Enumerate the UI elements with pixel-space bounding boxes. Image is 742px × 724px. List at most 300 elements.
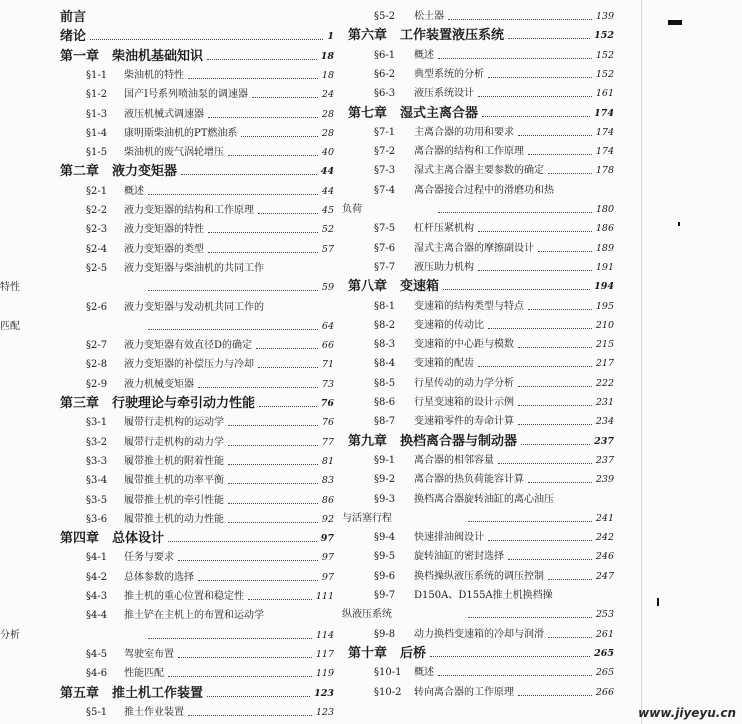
toc-page-number: 18 <box>320 50 334 62</box>
toc-section-number: §7-5 <box>374 223 396 235</box>
toc-dot-leader <box>518 374 592 387</box>
toc-section-number: §4-3 <box>86 591 108 602</box>
toc-section-title: 液力变矩器的特性 <box>124 224 204 236</box>
toc-dot-leader <box>548 161 592 174</box>
toc-chapter-title: 第三章 行驶理论与牵引动力性能 <box>60 396 256 411</box>
toc-dot-leader <box>488 65 592 78</box>
toc-section-number: §1-1 <box>86 69 108 81</box>
toc-dot-leader <box>208 105 318 118</box>
toc-section-row <box>0 606 340 626</box>
toc-section-title: 概述 <box>414 49 434 61</box>
toc-section-row <box>0 220 340 240</box>
toc-section-title: 负荷 <box>342 204 362 215</box>
toc-section-row <box>0 491 340 511</box>
toc-page-number: 222 <box>595 377 614 389</box>
toc-section-title: 旋转油缸的密封选择 <box>414 551 504 563</box>
toc-section-row <box>0 336 340 356</box>
toc-section-row <box>342 374 620 394</box>
toc-page-number: 73 <box>321 378 334 390</box>
toc-section-row <box>0 664 340 684</box>
toc-section-number: §8-5 <box>374 377 396 389</box>
toc-page-number: 215 <box>595 339 614 351</box>
toc-page-number: 64 <box>321 320 334 332</box>
toc-dot-leader <box>468 509 592 522</box>
toc-chapter-row <box>342 644 620 664</box>
toc-page-number: 253 <box>595 609 614 621</box>
toc-page-number: 247 <box>595 570 614 582</box>
toc-page-number: 265 <box>594 647 614 659</box>
toc-page-number: 76 <box>321 417 334 429</box>
toc-section-title: 行星变速箱的设计示例 <box>414 397 514 408</box>
toc-section-row <box>342 84 620 104</box>
toc-dot-leader <box>241 124 318 137</box>
toc-section-number: §7-2 <box>374 146 396 158</box>
toc-page-number: 246 <box>595 551 614 563</box>
toc-section-row <box>0 548 340 568</box>
toc-section-row <box>342 181 620 201</box>
toc-section-title: 推土作业装置 <box>124 706 184 718</box>
toc-page-number: 178 <box>595 165 614 177</box>
toc-section-title: 匹配 <box>0 320 20 332</box>
toc-dot-leader <box>207 47 317 60</box>
toc-page-number: 44 <box>320 166 334 178</box>
toc-section-number: §9-1 <box>374 454 396 466</box>
toc-section-title: 国产Ⅰ号系列喷油泵的调速器 <box>124 89 248 101</box>
toc-chapter-title: 前言 <box>60 10 87 25</box>
toc-section-title: 离合器的相邻容量 <box>414 454 494 466</box>
toc-page-number: 97 <box>321 571 334 583</box>
toc-page-number: 119 <box>315 668 334 680</box>
toc-page-number: 194 <box>594 281 614 293</box>
toc-dot-leader <box>258 201 318 214</box>
toc-chapter-title: 第十章 后桥 <box>348 645 427 661</box>
toc-dot-leader <box>478 258 592 271</box>
toc-section-title: 履带推土机的附着性能 <box>124 455 224 467</box>
toc-section-row <box>342 412 620 432</box>
toc-page-number: 44 <box>321 185 334 197</box>
toc-section-title: 变速箱的中心距与模数 <box>414 339 514 351</box>
toc-dot-leader <box>148 182 318 195</box>
toc-dot-leader <box>198 568 318 581</box>
toc-dot-leader <box>443 277 590 290</box>
toc-section-number: §3-6 <box>86 513 108 525</box>
toc-section-title: 康明斯柴油机的PT燃油系 <box>124 127 238 139</box>
toc-section-number: §1-5 <box>86 147 108 159</box>
toc-section-number: §2-9 <box>86 378 108 390</box>
toc-section-number: §7-6 <box>374 242 396 254</box>
toc-page-number: 18 <box>321 69 334 81</box>
toc-chapter-row <box>0 162 340 182</box>
toc-section-title: 变速箱的结构类型与特点 <box>414 300 524 312</box>
toc-section-title: 换档操纵液压系统的调压控制 <box>414 570 544 582</box>
toc-dot-leader <box>518 335 592 348</box>
toc-section-row <box>342 258 620 278</box>
toc-section-title: 液力变矩器与柴油机的共同工作 <box>124 262 264 274</box>
toc-dot-leader <box>528 142 592 155</box>
toc-section-row <box>342 7 620 27</box>
toc-dot-leader <box>488 528 592 541</box>
toc-page-number: 40 <box>321 147 334 159</box>
toc-section-number: §7-1 <box>374 126 396 138</box>
toc-chapter-row <box>0 47 340 67</box>
toc-section-row <box>0 568 340 588</box>
toc-section-number: §10-1 <box>374 667 402 679</box>
toc-dot-leader <box>228 413 318 426</box>
toc-dot-leader <box>488 316 592 329</box>
toc-dot-leader <box>148 626 312 639</box>
toc-section-row <box>0 645 340 665</box>
toc-section-number: §2-5 <box>86 262 108 274</box>
toc-section-number: §8-6 <box>374 397 396 408</box>
toc-chapter-row <box>0 529 340 549</box>
toc-section-number: §6-2 <box>374 68 396 80</box>
toc-section-row <box>342 46 620 66</box>
toc-section-row <box>342 219 620 239</box>
toc-chapter-row <box>342 26 620 46</box>
toc-page-number: 45 <box>321 205 334 216</box>
toc-dot-leader <box>178 645 312 658</box>
toc-chapter-title: 第四章 总体设计 <box>60 531 165 547</box>
toc-section-title: 典型系统的分析 <box>414 68 484 80</box>
toc-section-number: §1-2 <box>86 89 108 101</box>
toc-section-number: §3-4 <box>86 475 108 487</box>
toc-page-number: 66 <box>321 340 334 352</box>
toc-section-title: D150A、D155A推土机换档操 <box>414 590 553 601</box>
toc-dot-leader <box>478 219 592 232</box>
scan-edge-mark-low <box>657 598 659 606</box>
toc-dot-leader <box>430 644 590 657</box>
toc-page-number: 97 <box>321 552 334 564</box>
toc-section-number: §5-2 <box>374 11 396 22</box>
toc-section-title: 离合器的结构和工作原理 <box>414 146 524 158</box>
toc-section-row <box>342 625 620 645</box>
toc-dot-leader <box>256 336 318 349</box>
toc-page-number: 111 <box>315 591 334 602</box>
toc-page-number: 52 <box>321 224 334 236</box>
toc-section-row <box>342 123 620 143</box>
toc-section-title: 液力变矩器的结构和工作原理 <box>124 205 254 216</box>
toc-section-row <box>0 259 340 279</box>
toc-page-number: 265 <box>595 667 614 679</box>
toc-section-row <box>0 278 340 298</box>
toc-dot-leader <box>148 317 318 330</box>
toc-page-number: 123 <box>314 687 334 699</box>
toc-page-number: 174 <box>594 107 614 119</box>
toc-dot-leader <box>207 684 310 697</box>
toc-section-row <box>0 471 340 491</box>
toc-section-title: 液力变矩器的类型 <box>124 243 204 255</box>
toc-section-number: §8-3 <box>374 339 396 351</box>
toc-section-row <box>342 161 620 181</box>
toc-section-title: 推土机的重心位置和稳定性 <box>124 591 244 602</box>
toc-section-title: 纵液压系统 <box>342 609 392 621</box>
toc-section-row <box>0 240 340 260</box>
toc-chapter-row <box>0 27 340 47</box>
toc-section-number: §9-7 <box>374 590 396 601</box>
toc-page-number: 234 <box>595 416 614 428</box>
toc-section-number: §4-1 <box>86 552 108 564</box>
toc-chapter-title: 绪论 <box>60 29 87 45</box>
toc-dot-leader <box>252 85 318 98</box>
toc-chapter-title: 第九章 换档离合器与制动器 <box>348 433 518 449</box>
watermark-text: www.jiyeyu.cn <box>638 706 736 720</box>
toc-section-title: 湿式主离合器的摩擦副设计 <box>414 242 534 254</box>
toc-page-number: 81 <box>321 455 334 467</box>
toc-dot-leader <box>208 220 318 233</box>
toc-section-number: §7-3 <box>374 165 396 177</box>
toc-page-number: 139 <box>595 11 614 22</box>
toc-section-row <box>342 200 620 220</box>
page-edge-line <box>641 0 642 724</box>
toc-dot-leader <box>438 46 592 59</box>
toc-section-title: 特性 <box>0 282 20 294</box>
toc-page-number: 217 <box>595 358 614 370</box>
toc-dot-leader <box>482 104 590 117</box>
toc-section-row <box>342 142 620 162</box>
toc-dot-leader <box>438 663 592 676</box>
toc-section-row <box>342 470 620 490</box>
toc-section-number: §4-2 <box>86 571 108 583</box>
toc-section-row <box>342 490 620 510</box>
toc-dot-leader <box>518 412 592 425</box>
toc-section-row <box>342 509 620 529</box>
toc-section-title: 液力变矩器与发动机共同工作的 <box>124 301 264 313</box>
toc-page-number: 117 <box>315 648 334 660</box>
toc-section-title: 柴油机的废气涡轮增压 <box>124 147 224 159</box>
toc-section-number: §3-3 <box>86 455 108 467</box>
toc-dot-leader <box>228 433 318 446</box>
toc-page-number: 210 <box>595 319 614 331</box>
toc-section-row <box>342 297 620 317</box>
toc-dot-leader <box>528 297 592 310</box>
toc-section-title: 履带行走机构的动力学 <box>124 436 224 448</box>
scan-edge-mark-mid <box>678 222 680 226</box>
toc-page-number: 161 <box>595 88 614 100</box>
toc-section-row <box>342 547 620 567</box>
toc-section-number: §4-5 <box>86 648 108 660</box>
toc-section-number: §3-2 <box>86 436 108 448</box>
toc-section-title: 柴油机的特性 <box>124 69 184 81</box>
toc-section-title: 转向离合器的工作原理 <box>414 686 514 698</box>
toc-section-row <box>342 316 620 336</box>
toc-section-number: §7-7 <box>374 261 396 273</box>
toc-page-number: 92 <box>321 513 334 525</box>
toc-section-row <box>342 65 620 85</box>
toc-dot-leader <box>518 683 592 696</box>
toc-section-title: 动力换档变速箱的冷却与润滑 <box>414 628 544 640</box>
toc-chapter-title: 第八章 变速箱 <box>348 279 440 295</box>
toc-section-number: §8-7 <box>374 416 396 428</box>
toc-dot-leader <box>198 375 318 388</box>
toc-page-number: 123 <box>315 706 334 718</box>
toc-page-number: 261 <box>595 628 614 640</box>
toc-section-title: 任务与要求 <box>124 552 174 564</box>
toc-dot-leader <box>538 239 592 252</box>
toc-section-number: §8-2 <box>374 319 396 331</box>
toc-section-number: §4-4 <box>86 610 108 622</box>
toc-dot-leader <box>188 66 318 79</box>
toc-section-row <box>342 663 620 683</box>
toc-section-title: 行星传动的动力学分析 <box>414 377 514 389</box>
toc-section-number: §4-6 <box>86 668 108 680</box>
toc-section-row <box>0 413 340 433</box>
toc-page-number: 152 <box>594 30 614 42</box>
toc-page-number: 59 <box>321 282 334 294</box>
toc-chapter-title: 第七章 湿式主离合器 <box>348 105 479 121</box>
toc-section-title: 液压机械式调速器 <box>124 108 204 120</box>
toc-section-number: §3-5 <box>86 494 108 506</box>
toc-section-row <box>0 452 340 472</box>
toc-section-number: §9-4 <box>374 532 396 544</box>
toc-page-number: 71 <box>321 359 334 371</box>
toc-dot-leader <box>448 7 592 20</box>
toc-chapter-row <box>342 277 620 297</box>
toc-page-number: 152 <box>595 68 614 80</box>
toc-page-number: 24 <box>321 89 334 101</box>
toc-section-row <box>342 683 620 703</box>
toc-section-row <box>0 85 340 105</box>
toc-dot-leader <box>528 470 592 483</box>
toc-section-title: 驾驶室布置 <box>124 648 174 660</box>
toc-section-title: 快速排油阀设计 <box>414 532 484 544</box>
toc-section-number: §9-8 <box>374 628 396 640</box>
toc-section-title: 变速箱的传动比 <box>414 319 484 331</box>
toc-section-number: §6-1 <box>374 49 396 61</box>
toc-page-number: 28 <box>321 108 334 120</box>
toc-section-title: 履带推土机的功率平衡 <box>124 475 224 487</box>
toc-page-number: 191 <box>595 261 614 273</box>
toc-chapter-row <box>0 394 340 414</box>
toc-dot-leader <box>438 200 592 213</box>
toc-section-number: §2-8 <box>86 359 108 371</box>
toc-dot-leader <box>228 143 318 156</box>
toc-dot-leader <box>168 529 317 542</box>
toc-section-row <box>0 703 340 723</box>
toc-dot-leader <box>178 548 318 561</box>
toc-section-row <box>0 626 340 646</box>
toc-dot-leader <box>228 510 318 523</box>
toc-section-number: §8-4 <box>374 358 396 370</box>
toc-page-number: 77 <box>321 436 334 448</box>
toc-section-number: §1-4 <box>86 127 108 139</box>
toc-dot-leader <box>498 451 592 464</box>
toc-page-number: 83 <box>321 475 334 487</box>
toc-page-number: 174 <box>595 126 614 138</box>
toc-section-title: 离合器的热负荷能容计算 <box>414 474 524 486</box>
toc-section-number: §5-1 <box>86 706 108 718</box>
toc-dot-leader <box>248 587 312 600</box>
toc-section-title: 离合器接合过程中的滑磨功和热 <box>414 184 554 196</box>
toc-dot-leader <box>508 26 590 39</box>
toc-page-number: 266 <box>595 686 614 698</box>
toc-section-title: 履带推土机的牵引性能 <box>124 494 224 506</box>
toc-chapter-row <box>342 104 620 124</box>
toc-dot-leader <box>478 84 592 97</box>
toc-dot-leader <box>228 471 318 484</box>
toc-chapter-row <box>342 432 620 452</box>
toc-section-row <box>0 105 340 125</box>
toc-dot-leader <box>90 27 323 40</box>
toc-section-row <box>0 201 340 221</box>
toc-section-title: 履带行走机构的运动学 <box>124 417 224 429</box>
toc-section-title: 主离合器的功用和要求 <box>414 126 514 138</box>
toc-section-row <box>0 317 340 337</box>
toc-section-row <box>342 239 620 259</box>
toc-dot-leader <box>228 491 318 504</box>
toc-page-number: 86 <box>321 494 334 506</box>
toc-section-number: §3-1 <box>86 417 108 429</box>
toc-dot-leader <box>148 278 318 291</box>
toc-chapter-title: 第一章 柴油机基础知识 <box>60 48 204 64</box>
toc-section-number: §2-1 <box>86 185 108 197</box>
toc-section-title: 概述 <box>124 185 144 197</box>
toc-section-title: 换档离合器旋转油缸的离心油压 <box>414 493 554 505</box>
toc-section-row <box>342 567 620 587</box>
toc-chapter-title: 第二章 液力变矩器 <box>60 164 178 180</box>
toc-page-number: 237 <box>594 435 614 447</box>
toc-section-title: 液压助力机构 <box>414 261 474 273</box>
toc-page-number: 174 <box>595 146 614 158</box>
toc-section-title: 液力机械变矩器 <box>124 378 194 390</box>
toc-section-number: §2-3 <box>86 224 108 236</box>
toc-section-number: §9-2 <box>374 474 396 486</box>
toc-section-number: §9-5 <box>374 551 396 563</box>
toc-section-row <box>342 354 620 374</box>
toc-page-number: 180 <box>595 204 614 215</box>
toc-section-title: 杠杆压紧机构 <box>414 223 474 235</box>
toc-page-number: 242 <box>595 532 614 544</box>
toc-section-title: 变速箱零件的寿命计算 <box>414 416 514 428</box>
toc-chapter-title: 第六章 工作装置液压系统 <box>348 28 505 44</box>
toc-dot-leader <box>508 547 592 560</box>
toc-section-row <box>342 605 620 625</box>
toc-dot-leader <box>258 355 318 368</box>
toc-section-title: 松土器 <box>414 11 444 22</box>
toc-section-number: §6-3 <box>374 88 396 100</box>
toc-section-number: §9-3 <box>374 493 396 505</box>
toc-section-row <box>0 143 340 163</box>
toc-dot-leader <box>521 432 590 445</box>
toc-dot-leader <box>228 452 318 465</box>
toc-section-title: 液力变矩器有效直径D的确定 <box>124 340 253 352</box>
toc-section-number: §2-4 <box>86 243 108 255</box>
toc-dot-leader <box>518 393 592 406</box>
toc-section-title: 总体参数的选择 <box>124 571 194 583</box>
toc-section-row <box>0 66 340 86</box>
toc-section-row <box>342 586 620 606</box>
toc-page-number: 241 <box>595 512 614 524</box>
toc-section-row <box>0 375 340 395</box>
toc-dot-leader <box>168 664 312 677</box>
toc-section-row <box>342 393 620 413</box>
toc-chapter-row <box>0 8 340 28</box>
toc-page-number: 28 <box>321 127 334 139</box>
toc-section-title: 概述 <box>414 667 434 679</box>
toc-chapter-title: 第五章 推土机工作装置 <box>60 685 204 701</box>
toc-section-title: 与活塞行程 <box>342 512 392 524</box>
toc-page-number: 186 <box>595 223 614 235</box>
toc-section-row <box>342 528 620 548</box>
toc-section-number: §2-7 <box>86 340 108 352</box>
toc-dot-leader <box>468 605 592 618</box>
toc-dot-leader <box>181 162 317 175</box>
toc-page-number: 1 <box>327 31 334 43</box>
toc-section-row <box>0 124 340 144</box>
toc-section-number: §8-1 <box>374 300 396 312</box>
toc-section-row <box>0 587 340 607</box>
toc-section-title: 液压系统设计 <box>414 88 474 100</box>
toc-section-number: §2-6 <box>86 301 108 313</box>
